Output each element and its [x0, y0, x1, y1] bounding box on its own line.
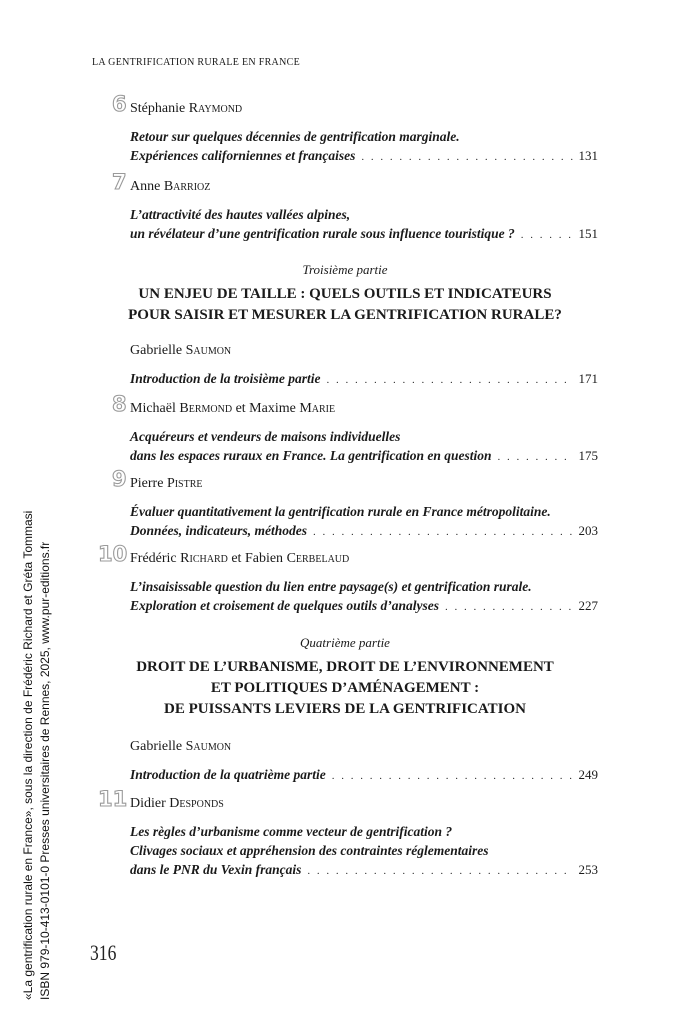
author-first-name: Gabrielle	[130, 343, 183, 358]
chapter-title	[92, 369, 598, 390]
part-title-line: DE PUISSANTS LEVIERS DE LA GENTRIFICATION	[164, 701, 526, 717]
title-line-with-page	[130, 146, 598, 167]
title-line: L’insaisissable question du lien entre paysage(s) et gentrification rurale.	[130, 579, 532, 594]
author-last-name: Desponds	[169, 796, 224, 811]
author-first-name: Stéphanie	[130, 101, 186, 116]
part-title-line: DROIT DE L’URBANISME, DROIT DE L’ENVIRONNEMENT	[136, 659, 554, 675]
title-line-with-page	[130, 521, 598, 542]
title-line: Évaluer quantitativement la gentrification rurale en France métropolitaine.	[130, 504, 551, 519]
title-line-with-page	[130, 224, 598, 245]
author-last-name: Saumon	[185, 343, 232, 358]
toc-entry-chapter-6[interactable]	[92, 92, 598, 167]
title-line: Introduction de la troisième partie	[130, 371, 321, 386]
title-line-with-page	[130, 446, 598, 467]
author-last-name: Barrioz	[163, 179, 211, 194]
chapter-number: 8	[112, 392, 127, 416]
author-connector: et	[231, 551, 242, 566]
author-last-name: Cerbelaud	[286, 551, 350, 566]
author-last-name: Pistre	[166, 476, 203, 491]
chapter-title	[92, 427, 598, 467]
chapter-title	[92, 822, 598, 881]
chapter-number: 11	[98, 787, 128, 811]
part-label: Troisième partie	[302, 262, 388, 277]
chapter-title	[92, 577, 598, 617]
side-note-line: ISBN 979-10-413-0101-0 Presses universitaires de Rennes, 2025, www.pur-editions.fr	[38, 541, 52, 1000]
toc-entry-chapter-9[interactable]	[92, 467, 598, 542]
running-header: LA GENTRIFICATION RURALE EN FRANCE	[92, 57, 300, 68]
title-line: dans les espaces ruraux en France. La gentrification en question	[130, 448, 492, 463]
part-title-line: POUR SAISIR ET MESURER LA GENTRIFICATION RURALE?	[128, 307, 562, 323]
page-reference: 203	[578, 523, 598, 538]
chapter-number: 7	[112, 170, 127, 194]
author-line	[92, 738, 598, 756]
page-reference: 227	[578, 598, 598, 613]
author-first-name: Gabrielle	[130, 739, 183, 754]
dot-leader	[445, 598, 572, 617]
page-number: 316	[90, 940, 117, 965]
page-reference: 175	[578, 448, 598, 463]
author-line	[92, 92, 598, 118]
title-line-with-page	[130, 369, 598, 390]
dot-leader	[313, 523, 572, 542]
title-line: Les règles d’urbanisme comme vecteur de gentrification ?	[130, 824, 453, 839]
author-first-name: Maxime	[249, 401, 296, 416]
title-line: Expériences californiennes et françaises	[130, 148, 356, 163]
title-line-with-page	[130, 596, 598, 617]
author-line	[92, 392, 598, 418]
author-last-name: Marie	[299, 401, 336, 416]
title-line-with-page	[130, 860, 598, 881]
part-label: Quatrième partie	[300, 635, 390, 650]
author-last-name: Richard	[180, 551, 228, 566]
author-last-name: Bermond	[179, 401, 233, 416]
page-reference: 131	[578, 148, 598, 163]
chapter-number: 9	[112, 467, 127, 491]
dot-leader	[361, 148, 572, 167]
toc-entry-chapter-10[interactable]	[92, 542, 598, 617]
author-last-name: Saumon	[185, 739, 232, 754]
chapter-number: 6	[112, 92, 127, 116]
part-title-line: UN ENJEU DE TAILLE : QUELS OUTILS ET INDICATEURS	[138, 286, 552, 302]
title-line: Données, indicateurs, méthodes	[130, 523, 308, 538]
toc-entry-chapter-7[interactable]	[92, 170, 598, 245]
toc-entry-intro-part-4[interactable]	[92, 738, 598, 786]
part-title-line: ET POLITIQUES D’AMÉNAGEMENT :	[210, 680, 480, 696]
author-first-name: Pierre	[130, 476, 164, 491]
author-line	[92, 467, 598, 493]
chapter-title	[92, 205, 598, 245]
author-connector: et	[235, 401, 246, 416]
title-line: Introduction de la quatrième partie	[130, 767, 326, 782]
author-line	[92, 787, 598, 813]
title-line: Acquéreurs et vendeurs de maisons individuelles	[130, 429, 401, 444]
part-title	[92, 284, 598, 326]
title-line-with-page	[130, 765, 598, 786]
dot-leader	[307, 862, 572, 881]
side-note-line: «La gentrification rurale en France», sous la direction de Frédéric Richard et Gréta Tommasi	[21, 510, 35, 1000]
title-line: L’attractivité des hautes vallées alpines,	[130, 207, 351, 222]
title-line: un révélateur d’une gentrification rurale sous influence touristique ?	[130, 226, 515, 241]
author-first-name: Anne	[130, 179, 161, 194]
toc-entry-intro-part-3[interactable]	[92, 342, 598, 390]
toc-entry-chapter-8[interactable]	[92, 392, 598, 467]
title-line: dans le PNR du Vexin français	[130, 862, 302, 877]
dot-leader	[327, 371, 573, 390]
author-line	[92, 542, 598, 568]
author-line	[92, 170, 598, 196]
dot-leader	[521, 226, 573, 245]
toc-entry-chapter-11[interactable]	[92, 787, 598, 881]
author-last-name: Raymond	[188, 101, 243, 116]
author-first-name: Fabien	[244, 551, 284, 566]
title-line: Clivages sociaux et appréhension des contraintes réglementaires	[130, 843, 489, 858]
page-reference: 171	[578, 371, 598, 386]
dot-leader	[332, 767, 573, 786]
copyright-side-note	[20, 460, 54, 1000]
author-first-name: Frédéric	[130, 551, 177, 566]
author-first-name: Michaël	[130, 401, 176, 416]
dot-leader	[498, 448, 573, 467]
page-reference: 249	[578, 767, 598, 782]
page-reference: 253	[578, 862, 598, 877]
chapter-number: 10	[98, 542, 128, 566]
chapter-title	[92, 127, 598, 167]
page-reference: 151	[578, 226, 598, 241]
part-title	[92, 657, 598, 720]
title-line: Retour sur quelques décennies de gentrification marginale.	[130, 129, 460, 144]
chapter-title	[92, 765, 598, 786]
author-line	[92, 342, 598, 360]
author-first-name: Didier	[130, 796, 166, 811]
title-line: Exploration et croisement de quelques outils d’analyses	[130, 598, 440, 613]
chapter-title	[92, 502, 598, 542]
